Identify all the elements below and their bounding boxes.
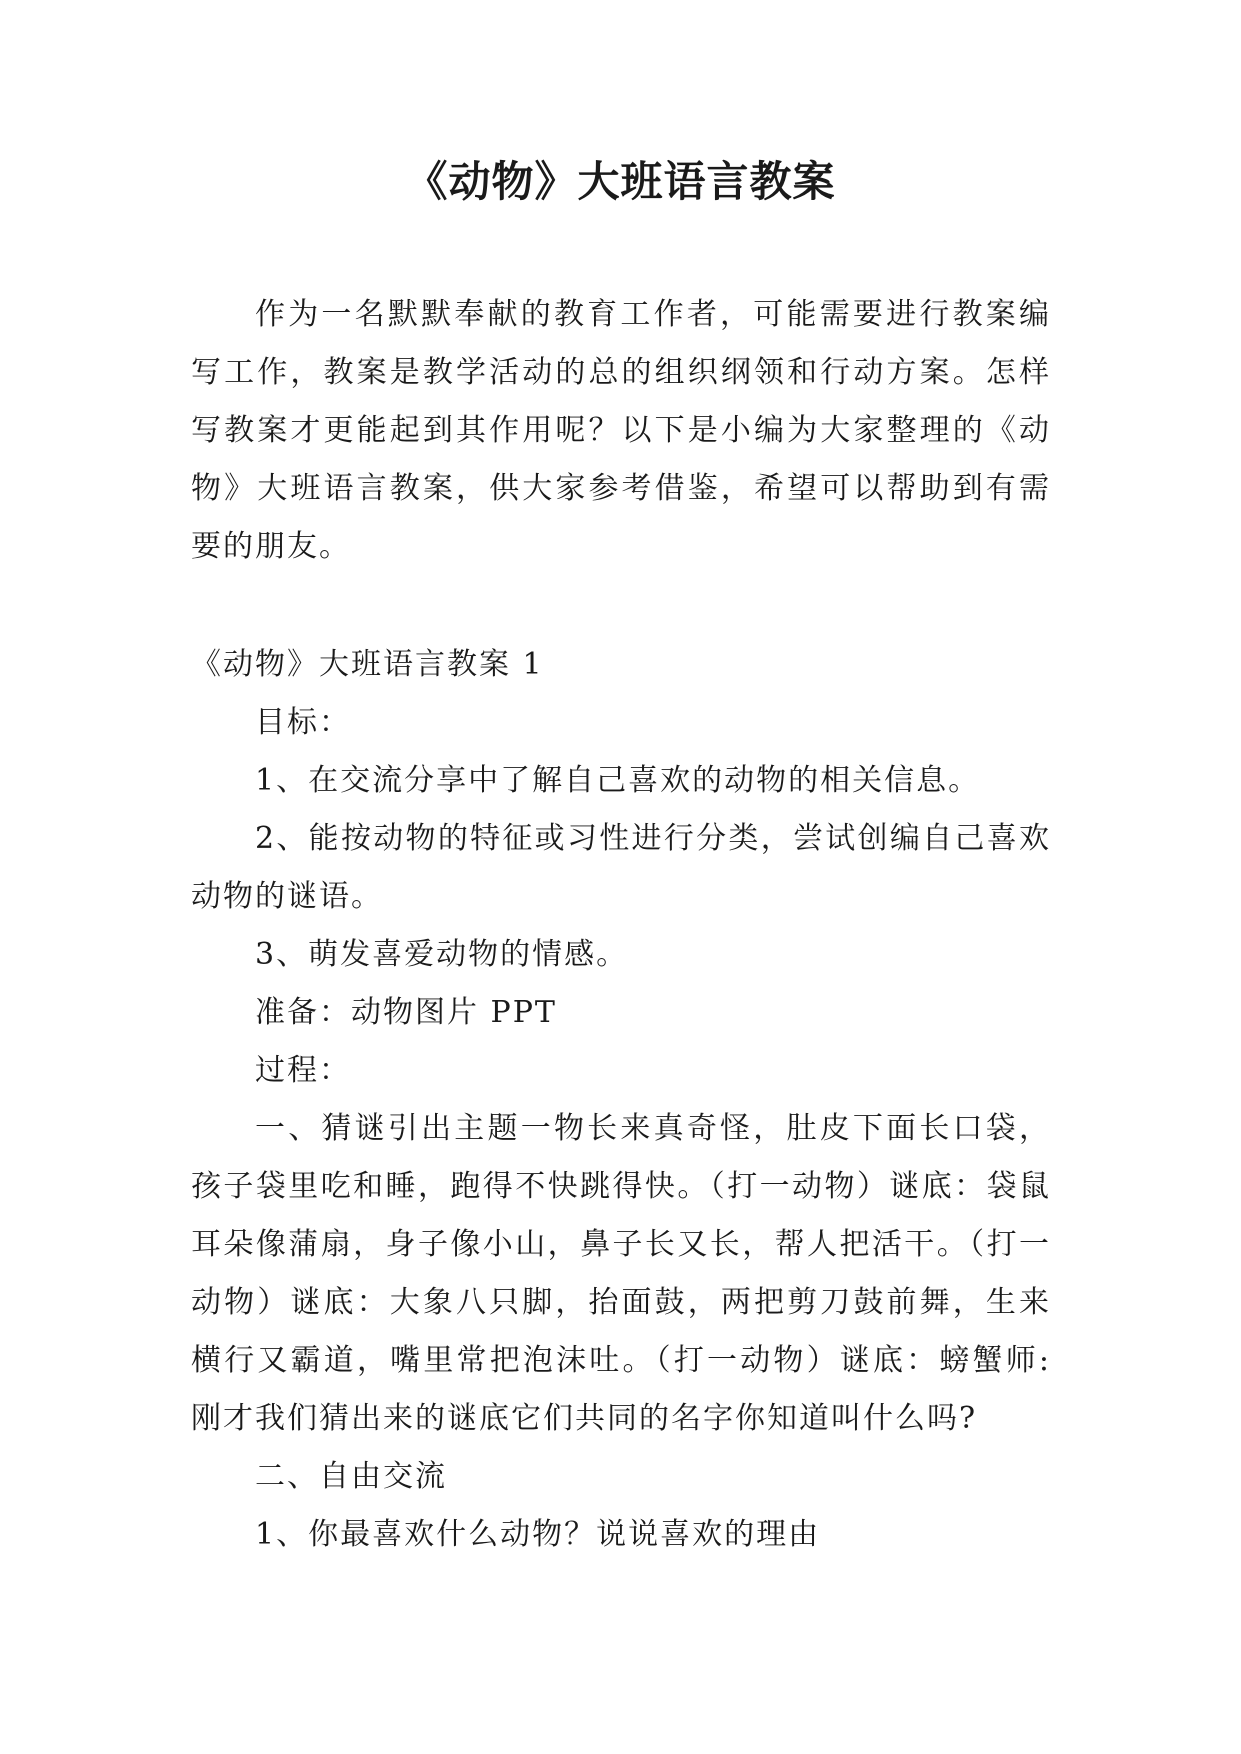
paragraph-question-1: 1、你最喜欢什么动物？说说喜欢的理由 — [255, 1517, 821, 1552]
paragraph-riddles: 一、猜谜引出主题一物长来真奇怪，肚皮下面长口袋，孩子袋里吃和睡，跑得不快跳得快。（打一动物）谜底：袋鼠耳朵像蒲扇，身子像小山，鼻子长又长，帮人把活干。（打一动物）谜底：大象八只脚，抬面鼓，两把剪刀鼓前舞，生来横行又霸道，嘴里常把泡沫吐。（打一动物）谜底：螃蟹师: 刚才我们猜出来的谜底它们共同的名字你知道叫什么吗? — [191, 1111, 1051, 1436]
paragraph-free-talk: 二、自由交流 — [255, 1459, 447, 1494]
paragraph-goal-1: 1、在交流分享中了解自己喜欢的动物的相关信息。 — [255, 763, 981, 798]
document-title: 《动物》大班语言教案 — [405, 157, 836, 206]
paragraph-preparation: 准备：动物图片 PPT — [255, 995, 557, 1030]
paragraph-process-label: 过程： — [255, 1053, 351, 1088]
paragraph-goal-3: 3、萌发喜爱动物的情感。 — [255, 937, 629, 972]
paragraph-goal-2: 2、能按动物的特征或习性进行分类，尝试创编自己喜欢动物的谜语。 — [191, 821, 1051, 914]
section-heading: 《动物》大班语言教案 1 — [191, 647, 544, 682]
paragraph-goal-label: 目标： — [255, 705, 351, 740]
document-body — [191, 286, 1051, 1564]
intro-paragraph: 作为一名默默奉献的教育工作者，可能需要进行教案编写工作，教案是教学活动的总的组织纲领和行动方案。怎样写教案才更能起到其作用呢？以下是小编为大家整理的《动物》大班语言教案，供大家参考借鉴，希望可以帮助到有需要的朋友。 — [191, 297, 1051, 564]
